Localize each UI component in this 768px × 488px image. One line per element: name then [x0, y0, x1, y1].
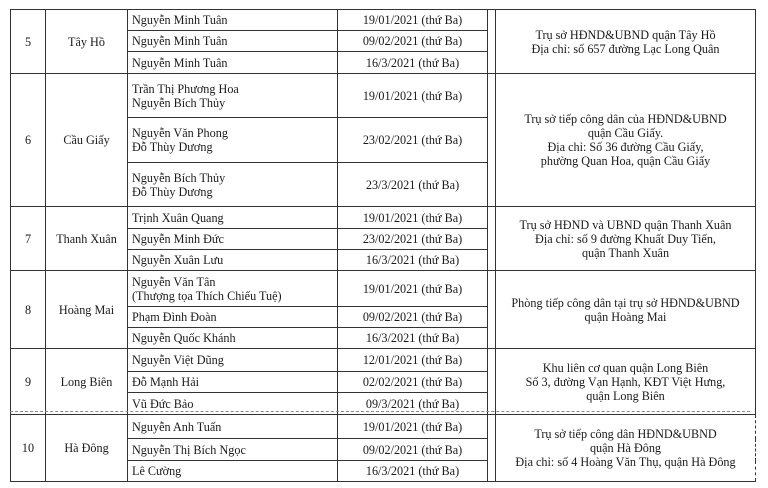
- location-line: Địa chỉ: số 657 đường Lạc Long Quân: [531, 41, 720, 56]
- location-line: Địa chỉ: số 4 Hoàng Văn Thụ, quận Hà Đông: [515, 455, 736, 469]
- reception-date: 23/02/2021 (thứ Ba): [338, 229, 488, 250]
- delegate-name: (Thượng tọa Thích Chiếu Tuệ): [132, 288, 282, 303]
- delegate-name: Nguyễn Bích Thủy: [132, 95, 226, 110]
- delegate-name: Đỗ Thùy Dương: [132, 140, 213, 154]
- table-row: [11, 74, 756, 118]
- column-gap: [488, 349, 496, 415]
- district-name: Cầu Giấy: [46, 74, 128, 207]
- reception-date: 09/02/2021 (thứ Ba): [338, 439, 488, 461]
- reception-date: 02/02/2021 (thứ Ba): [338, 372, 488, 393]
- table-row: [11, 349, 756, 372]
- reception-location: [496, 10, 756, 74]
- reception-date: 19/01/2021 (thứ Ba): [338, 10, 488, 31]
- reception-date: 19/01/2021 (thứ Ba): [338, 74, 488, 118]
- location-line: Phòng tiếp công dân tại trụ sở HĐND&UBND: [511, 295, 740, 310]
- delegate-names: [128, 250, 338, 271]
- delegate-name: Nguyễn Minh Tuân: [132, 55, 228, 70]
- delegate-name: Nguyễn Anh Tuấn: [132, 419, 222, 434]
- delegate-names: [128, 271, 338, 307]
- table-row: [11, 415, 756, 439]
- delegate-names: [128, 461, 338, 482]
- dashed-scan-line: [10, 411, 750, 412]
- reception-date: 23/3/2021 (thứ Ba): [338, 163, 488, 207]
- delegate-name: Nguyễn Thị Bích Ngọc: [132, 442, 246, 457]
- delegate-names: [128, 349, 338, 372]
- delegate-name: Trịnh Xuân Quang: [132, 210, 224, 225]
- delegate-names: [128, 307, 338, 328]
- location-line: Địa chỉ: số 9 đường Khuất Duy Tiến,: [535, 231, 716, 246]
- delegate-names: [128, 439, 338, 461]
- reception-date: 19/01/2021 (thứ Ba): [338, 415, 488, 439]
- location-line: quận Thanh Xuân: [581, 245, 670, 260]
- district-name: Hoàng Mai: [46, 271, 128, 349]
- location-line: Địa chỉ: Số 36 đường Cầu Giấy,: [547, 140, 704, 154]
- delegate-names: [128, 52, 338, 74]
- location-line: quận Hoàng Mai: [584, 309, 667, 324]
- delegate-names: [128, 118, 338, 163]
- column-gap: [488, 415, 496, 482]
- delegate-name: Đỗ Mạnh Hải: [132, 375, 200, 389]
- reception-location: [496, 349, 756, 415]
- delegate-names: [128, 328, 338, 349]
- delegate-name: Nguyễn Minh Tuân: [132, 34, 228, 48]
- district-name: Tây Hồ: [46, 10, 128, 74]
- reception-date: 16/3/2021 (thứ Ba): [338, 250, 488, 271]
- delegate-name: Vũ Đức Bảo: [132, 396, 194, 411]
- location-line: quận Cầu Giấy.: [587, 126, 664, 140]
- delegate-name: Nguyễn Văn Tân: [132, 274, 216, 289]
- location-line: Trụ sở tiếp công dân của HĐND&UBND: [524, 112, 727, 126]
- row-number: 7: [11, 207, 46, 271]
- table-row: [11, 271, 756, 307]
- delegate-name: Nguyễn Minh Đức: [132, 232, 224, 246]
- reception-date: 19/01/2021 (thứ Ba): [338, 271, 488, 307]
- delegate-name: Nguyễn Văn Phong: [132, 126, 228, 140]
- reception-location: [496, 271, 756, 349]
- delegate-names: [128, 415, 338, 439]
- delegate-name: Trần Thị Phương Hoa: [132, 81, 239, 96]
- delegate-names: [128, 207, 338, 229]
- delegate-names: [128, 163, 338, 207]
- delegate-name: Đỗ Thùy Dương: [132, 184, 213, 199]
- reception-date: 09/02/2021 (thứ Ba): [338, 307, 488, 328]
- reception-date: 16/3/2021 (thứ Ba): [338, 52, 488, 74]
- delegate-name: Nguyễn Bích Thủy: [132, 170, 226, 185]
- delegate-name: Nguyễn Quốc Khánh: [132, 331, 236, 345]
- district-name: Hà Đông: [46, 415, 128, 482]
- table-row: [11, 207, 756, 229]
- location-line: Trụ sở HĐND&UBND quận Tây Hồ: [535, 27, 716, 42]
- delegate-names: [128, 229, 338, 250]
- reception-location: [496, 74, 756, 207]
- location-line: quận Hà Đông: [589, 441, 662, 455]
- district-name: Thanh Xuân: [46, 207, 128, 271]
- delegate-name: Nguyễn Minh Tuân: [132, 13, 228, 27]
- delegate-names: [128, 10, 338, 31]
- column-gap: [488, 10, 496, 74]
- location-line: Khu liên cơ quan quận Long Biên: [542, 360, 709, 375]
- delegate-name: Nguyễn Việt Dũng: [132, 353, 224, 367]
- reception-date: 23/02/2021 (thứ Ba): [338, 118, 488, 163]
- location-line: Trụ sở HĐND và UBND quận Thanh Xuân: [519, 217, 732, 232]
- reception-date: 16/3/2021 (thứ Ba): [338, 328, 488, 349]
- delegate-name: Phạm Đình Đoàn: [132, 310, 217, 324]
- reception-date: 09/3/2021 (thứ Ba): [338, 393, 488, 415]
- delegate-names: [128, 31, 338, 52]
- delegate-names: [128, 372, 338, 393]
- delegate-names: [128, 74, 338, 118]
- location-line: quận Long Biên: [586, 388, 665, 403]
- delegate-name: Lê Cường: [132, 464, 182, 478]
- reception-date: 19/01/2021 (thứ Ba): [338, 207, 488, 229]
- reception-location: [496, 415, 756, 482]
- row-number: 9: [11, 349, 46, 415]
- row-number: 5: [11, 10, 46, 74]
- reception-date: 09/02/2021 (thứ Ba): [338, 31, 488, 52]
- reception-date: 16/3/2021 (thứ Ba): [338, 461, 488, 482]
- location-line: Số 3, đường Vạn Hạnh, KĐT Việt Hưng,: [525, 374, 726, 389]
- column-gap: [488, 207, 496, 271]
- row-number: 10: [11, 415, 46, 482]
- table-row: [11, 10, 756, 31]
- row-number: 6: [11, 74, 46, 207]
- delegate-name: Nguyễn Xuân Lưu: [132, 253, 224, 267]
- column-gap: [488, 271, 496, 349]
- row-number: 8: [11, 271, 46, 349]
- reception-location: [496, 207, 756, 271]
- location-line: phường Quan Hoa, quận Cầu Giấy: [540, 154, 711, 168]
- location-line: Trụ sở tiếp công dân HĐND&UBND: [534, 427, 717, 441]
- column-gap: [488, 74, 496, 207]
- reception-date: 12/01/2021 (thứ Ba): [338, 349, 488, 372]
- district-name: Long Biên: [46, 349, 128, 415]
